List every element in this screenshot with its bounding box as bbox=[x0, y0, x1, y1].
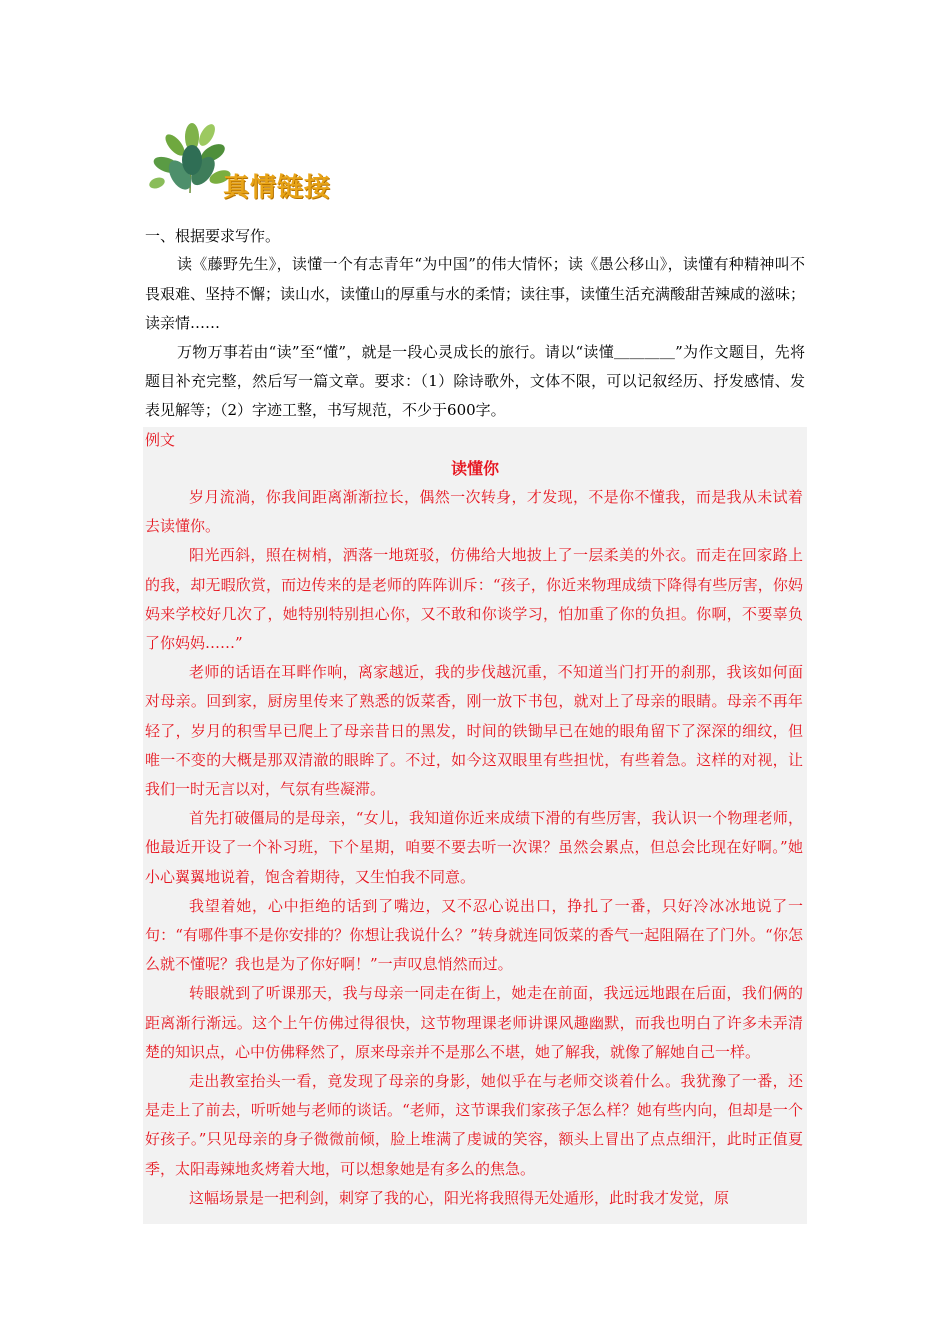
section-header bbox=[145, 115, 405, 205]
essay-paragraph: 阳光西斜，照在树梢，洒落一地斑驳，仿佛给大地披上了一层柔美的外衣。而走在回家路上的我，却无暇欣赏，而边传来的是老师的阵阵训斥：“孩子，你近来物理成绩下降得有些厉害，你妈妈来学校好几次了，她特别特别担心你，又不敢和你谈学习，怕加重了你的负担。你啊，不要辜负了你妈妈……” bbox=[145, 546, 803, 653]
leaf-icon bbox=[145, 115, 235, 205]
essay-paragraph: 我望着她，心中拒绝的话到了嘴边，又不忍心说出口，挣扎了一番，只好冷冰冰地说了一句：“有哪件事不是你安排的？你想让我说什么？”转身就连同饭菜的香气一起阻隔在了门外。“你怎么就不懂呢？我也是为了你好啊！”一声叹息悄然而过。 bbox=[145, 896, 803, 974]
essay-paragraph: 这幅场景是一把利剑，刺穿了我的心，阳光将我照得无处遁形，此时我才发觉，原 bbox=[189, 1188, 730, 1207]
question-heading: 一、根据要求写作。 bbox=[145, 227, 281, 245]
sample-essay-label: 例文 bbox=[145, 431, 176, 449]
question-requirement: 万物万事若由“读”至“懂”，就是一段心灵成长的旅行。请以“读懂＿＿＿＿”为作文题目，先将题目补充完整，然后写一篇文章。要求：（1）除诗歌外，文体不限，可以记叙经历、抒发感情、发表见解等；（2）字迹工整，书写规范，不少于600字。 bbox=[145, 343, 805, 419]
sample-essay-box bbox=[143, 427, 807, 1224]
essay-paragraph: 走出教室抬头一看，竟发现了母亲的身影，她似乎在与老师交谈着什么。我犹豫了一番，还是走上了前去，听听她与老师的谈话。“老师，这节课我们家孩子怎么样？她有些内向，但却是一个好孩子。”只见母亲的身子微微前倾，脸上堆满了虔诚的笑容，额头上冒出了点点细汗，此时正值夏季，太阳毒辣地炙烤着大地，可以想象她是有多么的焦急。 bbox=[145, 1072, 803, 1178]
question-passage: 读《藤野先生》，读懂一个有志青年“为中国”的伟大情怀；读《愚公移山》，读懂有种精神叫不畏艰难、坚持不懈；读山水，读懂山的厚重与水的柔情；读往事，读懂生活充满酸甜苦辣咸的滋味；读亲情…… bbox=[145, 255, 806, 332]
essay-paragraph: 转眼就到了听课那天，我与母亲一同走在街上，她走在前面，我远远地跟在后面，我们俩的距离渐行渐远。这个上午仿佛过得很快，这节物理课老师讲课风趣幽默，而我也明白了许多未弄清楚的知识点，心中仿佛释然了，原来母亲并不是那么不堪，她了解我，就像了解她自己一样。 bbox=[145, 984, 803, 1061]
essay-title: 读懂你 bbox=[450, 459, 499, 478]
essay-paragraph: 岁月流淌，你我间距离渐渐拉长，偶然一次转身，才发现，不是你不懂我，而是我从未试着去读懂你。 bbox=[145, 488, 803, 536]
essay-body bbox=[145, 483, 803, 1213]
section-title: 真情链接 bbox=[223, 173, 332, 203]
essay-paragraph: 首先打破僵局的是母亲，“女儿，我知道你近来成绩下滑的有些厉害，我认识一个物理老师，他最近开设了一个补习班，下个星期，咱要不要去听一次课？虽然会累点，但总会比现在好啊。”她小心翼翼地说着，饱含着期待，又生怕我不同意。 bbox=[145, 809, 803, 886]
essay-paragraph: 老师的话语在耳畔作响，离家越近，我的步伐越沉重，不知道当门打开的刹那，我该如何面对母亲。回到家，厨房里传来了熟悉的饭菜香，刚一放下书包，就对上了母亲的眼睛。母亲不再年轻了，岁月的积雪早已爬上了母亲昔日的黑发，时间的铁锄早已在她的眼角留下了深深的细纹，但唯一不变的大概是那双清澈的眼眸了。不过，如今这双眼里有些担忧，有些着急。这样的对视，让我们一时无言以对，气氛有些凝滞。 bbox=[145, 663, 803, 799]
